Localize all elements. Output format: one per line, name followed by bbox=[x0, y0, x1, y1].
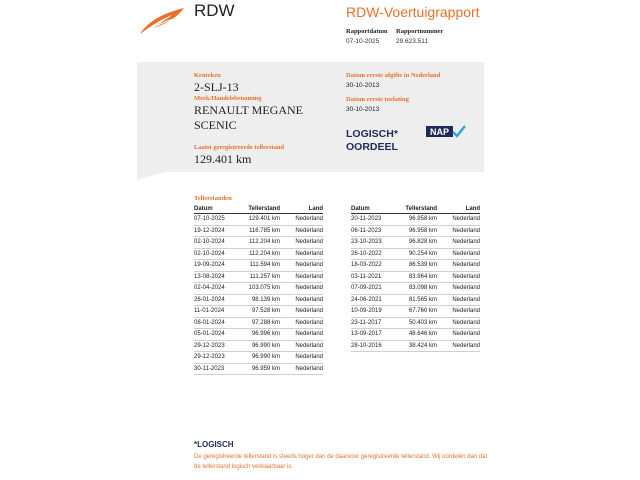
cell-datum: 02-10-2024 bbox=[194, 248, 246, 260]
cell-land: Nederland bbox=[280, 225, 323, 237]
cell-datum: 20-11-2023 bbox=[351, 214, 403, 226]
table-row bbox=[351, 225, 480, 237]
cell-land: Nederland bbox=[437, 237, 480, 249]
table-row bbox=[351, 283, 480, 295]
table-row bbox=[194, 363, 323, 375]
cell-datum: 07-10-2025 bbox=[194, 214, 246, 226]
cell-tellerstand: 96.959 km bbox=[246, 363, 280, 375]
table-row bbox=[194, 237, 323, 249]
cell-tellerstand: 86.539 km bbox=[403, 260, 437, 272]
cell-tellerstand: 96.990 km bbox=[246, 352, 280, 364]
cell-tellerstand: 83.098 km bbox=[403, 283, 437, 295]
cell-datum: 28-10-2016 bbox=[351, 340, 403, 352]
rapportdatum-label: Rapportdatum bbox=[346, 28, 388, 35]
cell-tellerstand: 83.964 km bbox=[403, 271, 437, 283]
cell-tellerstand: 129.401 km bbox=[246, 214, 280, 226]
cell-datum: 02-04-2024 bbox=[194, 283, 246, 295]
cell-datum: 03-11-2021 bbox=[351, 271, 403, 283]
eerste-nl-field bbox=[346, 72, 440, 89]
cell-land: Nederland bbox=[280, 283, 323, 295]
cell-land: Nederland bbox=[280, 329, 323, 341]
cell-tellerstand: 96.958 km bbox=[403, 214, 437, 226]
table-row bbox=[351, 260, 480, 272]
nap-logo-text: NAP bbox=[429, 127, 450, 137]
col-datum: Datum bbox=[351, 204, 403, 214]
cell-land: Nederland bbox=[437, 225, 480, 237]
cell-land: Nederland bbox=[437, 329, 480, 341]
cell-tellerstand: 67.760 km bbox=[403, 306, 437, 318]
table-row bbox=[351, 214, 480, 226]
table-row bbox=[351, 271, 480, 283]
cell-datum: 23-11-2017 bbox=[351, 317, 403, 329]
cell-datum: 26-01-2024 bbox=[194, 294, 246, 306]
cell-datum: 29-12-2023 bbox=[194, 352, 246, 364]
report-title: RDW-Voertuigrapport bbox=[346, 4, 480, 20]
rapportdatum-field bbox=[346, 28, 388, 45]
table-row bbox=[194, 317, 323, 329]
cell-tellerstand: 96.990 km bbox=[246, 340, 280, 352]
cell-datum: 26-10-2022 bbox=[351, 248, 403, 260]
kenteken-label: Kenteken bbox=[194, 72, 221, 79]
eerste-toelating-field bbox=[346, 96, 409, 113]
table-row bbox=[194, 271, 323, 283]
table-row bbox=[194, 306, 323, 318]
eerste-nl-value: 30-10-2013 bbox=[346, 82, 380, 89]
teller-field bbox=[194, 144, 284, 167]
cell-tellerstand: 50.403 km bbox=[403, 317, 437, 329]
cell-land: Nederland bbox=[280, 271, 323, 283]
table-row bbox=[194, 214, 323, 226]
cell-land: Nederland bbox=[437, 283, 480, 295]
cell-tellerstand: 116.785 km bbox=[246, 225, 280, 237]
rapportdatum-value: 07-10-2025 bbox=[346, 38, 380, 45]
cell-datum: 23-10-2023 bbox=[351, 237, 403, 249]
cell-tellerstand: 103.075 km bbox=[246, 283, 280, 295]
kenteken-value: 2-SLJ-13 bbox=[194, 80, 239, 94]
cell-tellerstand: 96.828 km bbox=[403, 237, 437, 249]
eerste-toelating-label: Datum eerste toelating bbox=[346, 96, 409, 103]
cell-datum: 13-08-2024 bbox=[194, 271, 246, 283]
cell-land: Nederland bbox=[437, 271, 480, 283]
nap-logo-icon bbox=[426, 125, 466, 139]
table-row bbox=[351, 329, 480, 341]
cell-datum: 02-10-2024 bbox=[194, 237, 246, 249]
cell-datum: 29-12-2023 bbox=[194, 340, 246, 352]
cell-tellerstand: 112.204 km bbox=[246, 248, 280, 260]
cell-datum: 18-03-2022 bbox=[351, 260, 403, 272]
cell-land: Nederland bbox=[437, 306, 480, 318]
cell-land: Nederland bbox=[280, 363, 323, 375]
table-row bbox=[194, 340, 323, 352]
table-row bbox=[351, 317, 480, 329]
col-tellerstand: Tellerstand bbox=[403, 204, 437, 214]
cell-datum: 05-01-2024 bbox=[194, 329, 246, 341]
panel-tail bbox=[137, 172, 165, 180]
table-row bbox=[351, 248, 480, 260]
cell-tellerstand: 48.646 km bbox=[403, 329, 437, 341]
cell-tellerstand: 111.257 km bbox=[246, 271, 280, 283]
table-row bbox=[194, 248, 323, 260]
cell-datum: 19-12-2024 bbox=[194, 225, 246, 237]
col-land: Land bbox=[280, 204, 323, 214]
cell-land: Nederland bbox=[437, 317, 480, 329]
footnote-text: De geregistreerde tellerstand is steeds hoger dan de daarvoor geregistreerde tellerstand. Wij oordelen dan dat de tellerstand logisch verklaarbaar is. bbox=[194, 454, 488, 470]
cell-land: Nederland bbox=[280, 214, 323, 226]
cell-land: Nederland bbox=[280, 260, 323, 272]
cell-land: Nederland bbox=[437, 248, 480, 260]
tellerstanden-table-right bbox=[351, 204, 480, 352]
col-datum: Datum bbox=[194, 204, 246, 214]
table-row bbox=[351, 237, 480, 249]
cell-datum: 13-09-2017 bbox=[351, 329, 403, 341]
tellerstanden-title: Tellerstanden bbox=[194, 195, 232, 202]
table-row bbox=[194, 225, 323, 237]
merk-field bbox=[194, 95, 303, 133]
brand-name: RDW bbox=[194, 1, 235, 20]
oordeel-line2: OORDEEL bbox=[346, 141, 398, 153]
cell-tellerstand: 81.565 km bbox=[403, 294, 437, 306]
teller-value: 129.401 km bbox=[194, 152, 252, 166]
table-row bbox=[351, 306, 480, 318]
eerste-toelating-value: 30-10-2013 bbox=[346, 106, 380, 113]
cell-datum: 06-11-2023 bbox=[351, 225, 403, 237]
merk-label: Merk/Handelsbenaming bbox=[194, 95, 262, 102]
cell-tellerstand: 97.288 km bbox=[246, 317, 280, 329]
cell-datum: 10-09-2019 bbox=[351, 306, 403, 318]
cell-datum: 07-09-2021 bbox=[351, 283, 403, 295]
table-row bbox=[194, 352, 323, 364]
cell-land: Nederland bbox=[437, 214, 480, 226]
oordeel-line1: LOGISCH* bbox=[346, 128, 398, 140]
footnote-title: *LOGISCH bbox=[194, 440, 234, 449]
cell-land: Nederland bbox=[437, 294, 480, 306]
tellerstanden-table-left bbox=[194, 204, 323, 375]
cell-land: Nederland bbox=[280, 294, 323, 306]
kenteken-field bbox=[194, 72, 239, 95]
col-land: Land bbox=[437, 204, 480, 214]
cell-datum: 30-11-2023 bbox=[194, 363, 246, 375]
cell-land: Nederland bbox=[280, 248, 323, 260]
cell-tellerstand: 90.254 km bbox=[403, 248, 437, 260]
cell-datum: 19-09-2024 bbox=[194, 260, 246, 272]
rapportnummer-label: Rapportnummer bbox=[396, 28, 444, 35]
teller-label: Laatst geregistreerde tellerstand bbox=[194, 144, 285, 151]
cell-datum: 11-01-2024 bbox=[194, 306, 246, 318]
table-row bbox=[351, 294, 480, 306]
cell-land: Nederland bbox=[437, 260, 480, 272]
table-row bbox=[194, 294, 323, 306]
cell-land: Nederland bbox=[280, 317, 323, 329]
oordeel-block bbox=[346, 128, 398, 154]
rapportnummer-value: 29.623.511 bbox=[396, 38, 429, 45]
cell-land: Nederland bbox=[280, 340, 323, 352]
cell-land: Nederland bbox=[280, 237, 323, 249]
table-row bbox=[194, 260, 323, 272]
table-header-row bbox=[194, 204, 323, 214]
table-row bbox=[194, 329, 323, 341]
cell-land: Nederland bbox=[280, 306, 323, 318]
cell-tellerstand: 38.424 km bbox=[403, 340, 437, 352]
table-header-row bbox=[351, 204, 480, 214]
cell-tellerstand: 96.996 km bbox=[246, 329, 280, 341]
rapportnummer-field bbox=[396, 28, 443, 45]
col-tellerstand: Tellerstand bbox=[246, 204, 280, 214]
cell-datum: 24-06-2021 bbox=[351, 294, 403, 306]
cell-tellerstand: 111.594 km bbox=[246, 260, 280, 272]
cell-land: Nederland bbox=[437, 340, 480, 352]
cell-tellerstand: 96.958 km bbox=[403, 225, 437, 237]
rdw-logo-icon bbox=[138, 6, 186, 36]
table-row bbox=[351, 340, 480, 352]
cell-datum: 08-01-2024 bbox=[194, 317, 246, 329]
merk-value-line2: SCENIC bbox=[194, 118, 237, 132]
merk-value-line1: RENAULT MEGANE bbox=[194, 103, 304, 117]
cell-tellerstand: 112.204 km bbox=[246, 237, 280, 249]
cell-tellerstand: 98.139 km bbox=[246, 294, 280, 306]
cell-tellerstand: 97.528 km bbox=[246, 306, 280, 318]
eerste-nl-label: Datum eerste afgifte in Nederland bbox=[346, 72, 441, 79]
table-row bbox=[194, 283, 323, 295]
cell-land: Nederland bbox=[280, 352, 323, 364]
